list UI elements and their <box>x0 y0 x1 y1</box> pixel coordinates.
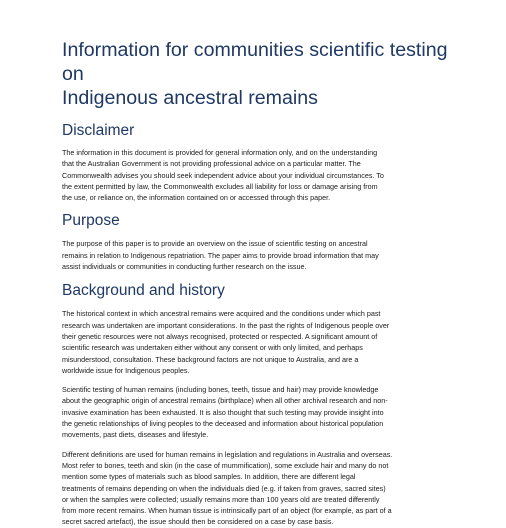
text-line: treatments of remains depending on when the individuals died (e.g. if taken from graves, sacred sites) <box>62 483 386 493</box>
text-line: scientific research was undertaken either without any consent or with only limited, and perhaps <box>62 343 363 353</box>
title-line: Information for communities scientific testing on <box>62 39 448 85</box>
text-line: The historical context in which ancestral remains were acquired and the conditions under which past <box>62 309 381 319</box>
text-line: about the geographic origin of ancestral remains (birthplace) when all other archival research and non- <box>62 396 388 406</box>
text-line: or when the samples were collected; usually remains more than 100 years old are treated differently <box>62 494 380 504</box>
disclaimer-paragraph <box>62 147 466 203</box>
text-line: movements, past diets, diseases and lifestyle. <box>62 430 209 440</box>
text-line: from more recent remains. When human tissue is intrinsically part of an object (for example, as part of a <box>62 506 392 516</box>
purpose-paragraph <box>62 238 466 272</box>
background-paragraph <box>62 384 466 440</box>
text-line: remains in relation to Indigenous repatriation. The paper aims to provide broad information that may <box>62 250 379 260</box>
text-line: the genetic relationships of living peoples to the deceased and information about historical population <box>62 419 384 429</box>
text-line: Different definitions are used for human remains in legislation and regulations in Australia and overseas. <box>62 449 393 459</box>
text-line: Scientific testing of human remains (including bones, teeth, tissue and hair) may provide knowledge <box>62 385 379 395</box>
section-heading-purpose: Purpose <box>62 212 120 230</box>
title-line: Indigenous ancestral remains <box>62 87 318 109</box>
text-line: The information in this document is provided for general information only, and on the understanding <box>62 148 378 157</box>
text-line: mention some types of materials such as blood samples. In addition, there are different legal <box>62 472 356 482</box>
section-heading-background: Background and history <box>62 282 225 300</box>
text-line: that the Australian Government is not providing professional advice on a particular matter. The <box>62 159 361 169</box>
text-line: their genetic resources were not always recognised, protected or respected. A significant amount of <box>62 331 378 341</box>
text-line: assist individuals or communities in conducting further research on the issue. <box>62 262 307 272</box>
text-line: Commonwealth advises you should seek independent advice about your individual circumstances. To <box>62 170 384 180</box>
text-line: Most refer to bones, teeth and skin (in the case of mummification), some exclude hair and many do not <box>62 460 389 470</box>
text-line: the extent permitted by law, the Commonwealth excludes all liability for loss or damage arising from <box>62 181 378 191</box>
text-line: the use, or reliance on, the information contained on or accessed through this paper. <box>62 193 331 203</box>
text-line: research was undertaken are important considerations. In the past the rights of Indigenous people over <box>62 320 390 330</box>
document-title <box>62 38 466 110</box>
text-line: The purpose of this paper is to provide an overview on the issue of scientific testing on ancestral <box>62 239 368 249</box>
background-paragraph <box>62 449 466 528</box>
background-paragraph <box>62 308 466 376</box>
text-line: secret sacred artefact), the issue should then be considered on a case by case basis. <box>62 517 334 527</box>
text-line: invasive examination has been exhausted. It is also thought that such testing may provide insight into <box>62 407 384 417</box>
text-line: worldwide issue for Indigenous peoples. <box>62 365 190 375</box>
text-line: misunderstood, consultation. These background factors are not unique to Australia, and are a <box>62 354 359 364</box>
section-heading-disclaimer: Disclaimer <box>62 122 135 139</box>
